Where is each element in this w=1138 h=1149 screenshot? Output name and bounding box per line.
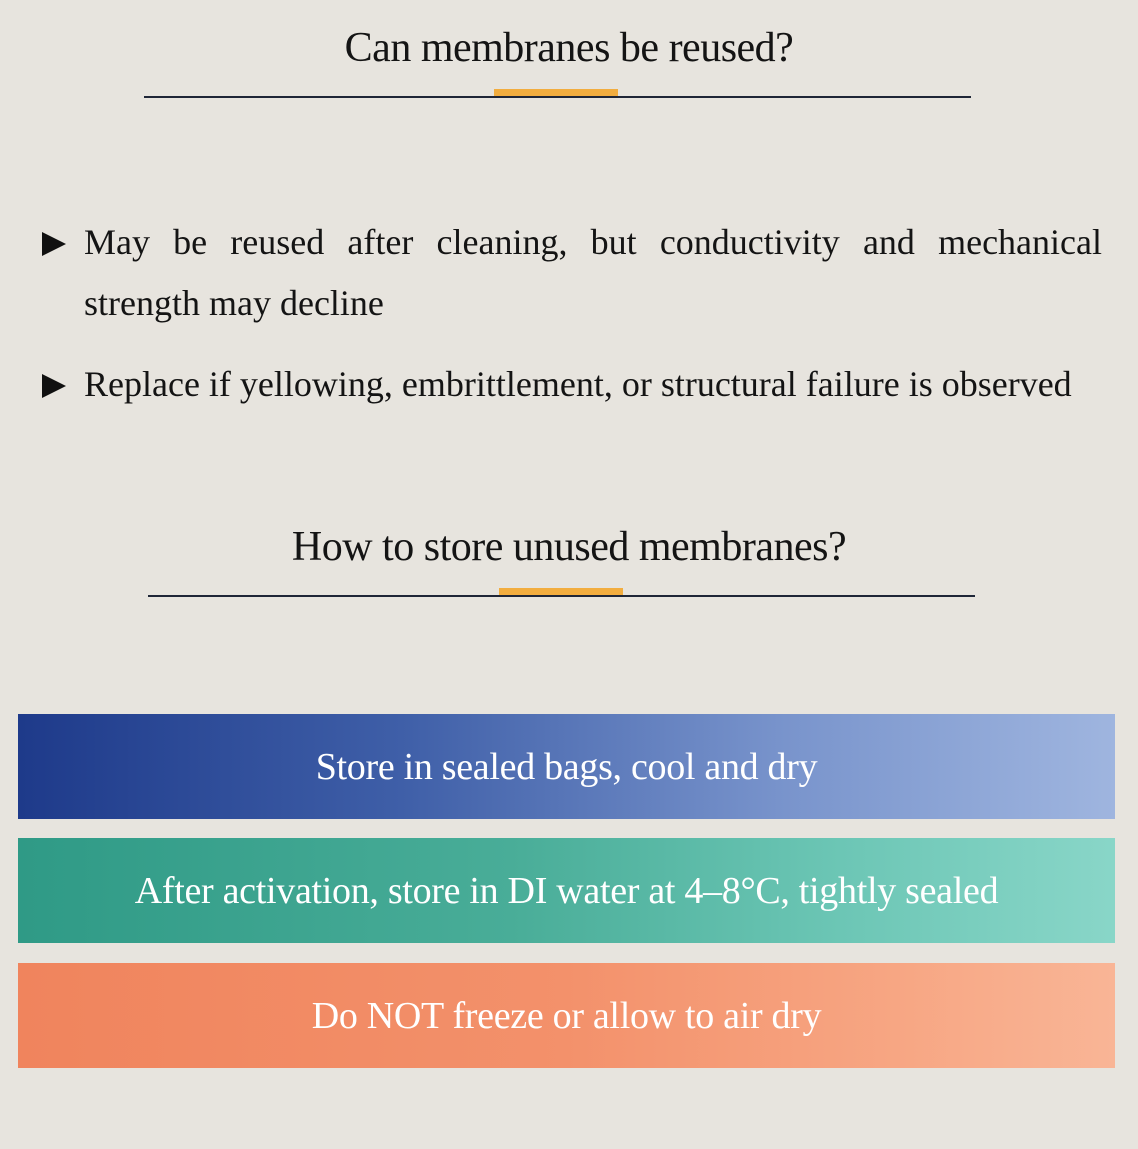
reuse-bullet-2: [40, 354, 1102, 415]
storage-banner-text: Do NOT freeze or allow to air dry: [311, 994, 822, 1037]
storage-title-divider: [148, 595, 975, 597]
storage-title-accent: [499, 588, 623, 595]
reuse-bullet-text: Replace if yellowing, embrittlement, or structural failure is observed: [84, 364, 1072, 404]
storage-banner-sealed-bags: [18, 714, 1115, 819]
storage-banner-text: Store in sealed bags, cool and dry: [315, 745, 818, 788]
storage-banner-text: After activation, store in DI water at 4–8°C, tightly sealed: [134, 869, 999, 912]
reuse-bullet-1: [40, 212, 1102, 334]
triangle-bullet-icon: [42, 374, 66, 398]
reuse-title-accent: [494, 89, 618, 96]
storage-section-title: How to store unused membranes?: [291, 524, 847, 570]
storage-banner-do-not-freeze: [18, 963, 1115, 1068]
reuse-title-divider: [144, 96, 971, 98]
triangle-bullet-icon: [42, 232, 66, 256]
reuse-section-title: Can membranes be reused?: [344, 25, 794, 71]
reuse-bullet-text: May be reused after cleaning, but conductivity and mechanical strength may decline: [84, 222, 1102, 323]
storage-banner-di-water: [18, 838, 1115, 943]
reuse-bullet-list: [40, 212, 1102, 435]
